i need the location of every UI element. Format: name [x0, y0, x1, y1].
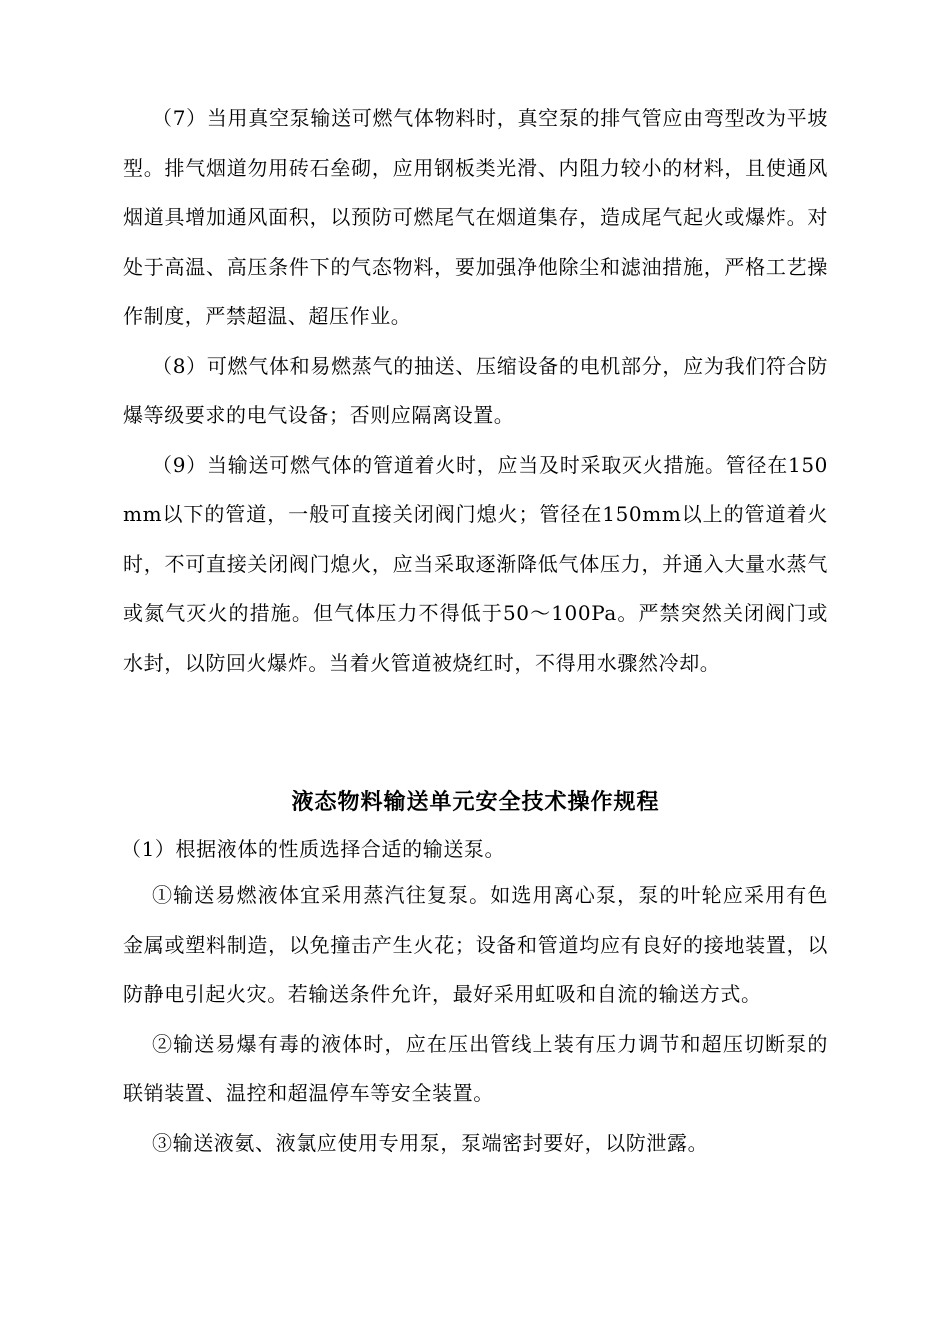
document-body	[123, 94, 828, 1168]
sub-item-2: ②输送易爆有毒的液体时，应在压出管线上装有压力调节和超压切断泵的联销装置、温控和超温停车等安全装置。	[123, 1031, 828, 1105]
paragraph-item-8: （8）可燃气体和易燃蒸气的抽送、压缩设备的电机部分，应为我们符合防爆等级要求的电气设备；否则应隔离设置。	[123, 353, 828, 427]
sub-item-1: ①输送易燃液体宜采用蒸汽往复泵。如选用离心泵，泵的叶轮应采用有色金属或塑料制造，以免撞击产生火花；设备和管道均应有良好的接地装置，以防静电引起火灾。若输送条件允许，最好采用虹吸和自流的输送方式。	[123, 883, 828, 1006]
section-title: 液态物料输送单元安全技术操作规程	[291, 789, 660, 815]
sub-item-3: ③输送液氨、液氯应使用专用泵，泵端密封要好，以防泄露。	[152, 1130, 709, 1155]
list-item-1: （1）根据液体的性质选择合适的输送泵。	[121, 837, 506, 861]
section-spacer	[123, 688, 828, 777]
paragraph-item-9: （9）当输送可燃气体的管道着火时，应当及时采取灭火措施。管径在150mm以下的管道，一般可直接关闭阀门熄火；管径在150mm以上的管道着火时，不可直接关闭阀门熄火，应当采取逐渐降低气体压力，并通入大量水蒸气或氮气灭火的措施。但气体压力不得低于50～100Pa。严禁突然关闭阀门或水封，以防回火爆炸。当着火管道被烧红时，不得用水骤然冷却。	[123, 452, 828, 675]
paragraph-item-7: （7）当用真空泵输送可燃气体物料时，真空泵的排气管应由弯型改为平坡型。排气烟道勿用砖石垒砌，应用钢板类光滑、内阻力较小的材料，且使通风烟道具增加通风面积，以预防可燃尾气在烟道集存，造成尾气起火或爆炸。对处于高温、高压条件下的气态物料，要加强净他除尘和滤油措施，严格工艺操作制度，严禁超温、超压作业。	[123, 106, 828, 328]
